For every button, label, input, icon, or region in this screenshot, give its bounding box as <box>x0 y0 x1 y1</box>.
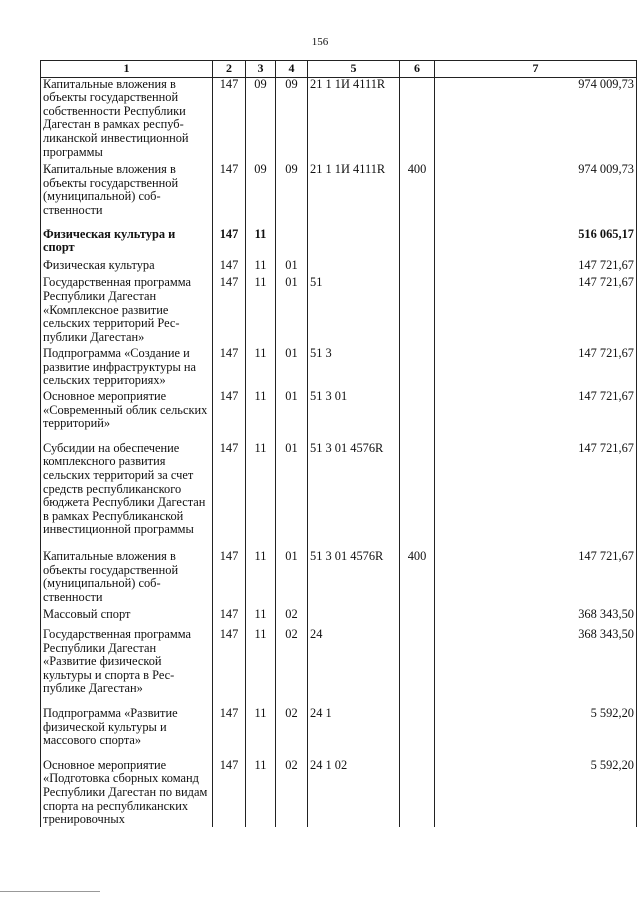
row-amount: 368 343,50 <box>435 608 637 624</box>
row-admin-code: 147 <box>213 750 246 827</box>
row-target-article: 51 3 <box>308 347 400 390</box>
row-subsection: 01 <box>276 347 308 390</box>
table-row <box>41 390 637 433</box>
row-expense-type <box>400 77 435 159</box>
col-header-6: 6 <box>400 61 435 78</box>
row-amount: 5 592,20 <box>435 699 637 750</box>
row-subsection <box>276 228 308 259</box>
table-row <box>41 228 637 259</box>
row-target-article <box>308 259 400 275</box>
table-row <box>41 699 637 750</box>
row-expense-type: 400 <box>400 159 435 227</box>
row-section: 11 <box>246 259 276 275</box>
table-header-row <box>41 61 637 78</box>
row-subsection: 01 <box>276 542 308 608</box>
col-header-4: 4 <box>276 61 308 78</box>
row-expense-type <box>400 699 435 750</box>
row-name: Основное мероприятие «Подготовка сборных команд Республики Дагестан по видам спорта на республиканских тренировочных <box>41 750 213 827</box>
row-target-article <box>308 608 400 624</box>
row-target-article <box>308 228 400 259</box>
row-section: 11 <box>246 347 276 390</box>
row-expense-type <box>400 390 435 433</box>
row-admin-code: 147 <box>213 699 246 750</box>
row-section: 11 <box>246 624 276 699</box>
row-name: Государственная программа Республики Дагестан «Комплексное развитие сельских территорий Республики Дагестан» <box>41 274 213 347</box>
table-row <box>41 433 637 542</box>
row-admin-code: 147 <box>213 228 246 259</box>
row-subsection: 01 <box>276 259 308 275</box>
row-name: Капитальные вложения в объекты государственной (муниципальной) собственности <box>41 542 213 608</box>
row-section: 09 <box>246 77 276 159</box>
budget-table <box>40 60 637 827</box>
row-name: Субсидии на обеспечение комплексного развития сельских территорий за счет средств республиканского бюджета Республики Дагестан в рамках Республиканской инвестиционной программы <box>41 433 213 542</box>
row-amount: 5 592,20 <box>435 750 637 827</box>
row-amount: 147 721,67 <box>435 433 637 542</box>
row-section: 11 <box>246 390 276 433</box>
table-row <box>41 542 637 608</box>
row-name: Физическая культура и спорт <box>41 228 213 259</box>
row-section: 11 <box>246 699 276 750</box>
row-target-article: 21 1 1И 4111R <box>308 159 400 227</box>
row-expense-type <box>400 228 435 259</box>
table-row <box>41 624 637 699</box>
table-row <box>41 259 637 275</box>
table-row <box>41 274 637 347</box>
row-subsection: 02 <box>276 624 308 699</box>
row-admin-code: 147 <box>213 542 246 608</box>
row-amount: 974 009,73 <box>435 159 637 227</box>
row-subsection: 09 <box>276 159 308 227</box>
row-section: 11 <box>246 542 276 608</box>
row-admin-code: 147 <box>213 274 246 347</box>
row-subsection: 09 <box>276 77 308 159</box>
row-amount: 147 721,67 <box>435 347 637 390</box>
row-expense-type <box>400 624 435 699</box>
row-target-article: 51 3 01 4576R <box>308 433 400 542</box>
row-section: 11 <box>246 608 276 624</box>
row-section: 11 <box>246 228 276 259</box>
row-target-article: 24 1 02 <box>308 750 400 827</box>
row-admin-code: 147 <box>213 624 246 699</box>
table-row <box>41 750 637 827</box>
col-header-7: 7 <box>435 61 637 78</box>
row-subsection: 01 <box>276 390 308 433</box>
row-expense-type <box>400 274 435 347</box>
row-expense-type <box>400 608 435 624</box>
row-expense-type <box>400 347 435 390</box>
row-admin-code: 147 <box>213 433 246 542</box>
row-amount: 974 009,73 <box>435 77 637 159</box>
row-subsection: 02 <box>276 699 308 750</box>
row-expense-type: 400 <box>400 542 435 608</box>
row-target-article: 51 <box>308 274 400 347</box>
row-amount: 147 721,67 <box>435 274 637 347</box>
row-expense-type <box>400 259 435 275</box>
bottom-rule <box>0 891 100 892</box>
col-header-2: 2 <box>213 61 246 78</box>
table-row <box>41 608 637 624</box>
row-amount: 147 721,67 <box>435 259 637 275</box>
row-name: Подпрограмма «Развитие физической культуры и массового спорта» <box>41 699 213 750</box>
row-expense-type <box>400 750 435 827</box>
row-admin-code: 147 <box>213 608 246 624</box>
row-amount: 516 065,17 <box>435 228 637 259</box>
col-header-5: 5 <box>308 61 400 78</box>
row-target-article: 51 3 01 <box>308 390 400 433</box>
col-header-3: 3 <box>246 61 276 78</box>
row-name: Физическая культура <box>41 259 213 275</box>
row-subsection: 02 <box>276 608 308 624</box>
row-name: Капитальные вложения в объекты государственной собственности Республики Дагестан в рамках республиканской инвестиционной программы <box>41 77 213 159</box>
table-row <box>41 77 637 159</box>
row-name: Государственная программа Республики Дагестан «Развитие физической культуры и спорта в Республике Дагестан» <box>41 624 213 699</box>
row-target-article: 51 3 01 4576R <box>308 542 400 608</box>
row-subsection: 01 <box>276 274 308 347</box>
row-amount: 368 343,50 <box>435 624 637 699</box>
row-name: Подпрограмма «Создание и развитие инфраструктуры на сельских территориях» <box>41 347 213 390</box>
row-admin-code: 147 <box>213 159 246 227</box>
row-target-article: 21 1 1И 4111R <box>308 77 400 159</box>
row-amount: 147 721,67 <box>435 542 637 608</box>
row-admin-code: 147 <box>213 390 246 433</box>
row-amount: 147 721,67 <box>435 390 637 433</box>
row-name: Основное мероприятие «Современный облик сельских территорий» <box>41 390 213 433</box>
row-subsection: 01 <box>276 433 308 542</box>
row-admin-code: 147 <box>213 259 246 275</box>
row-section: 11 <box>246 750 276 827</box>
page-number: 156 <box>311 36 329 48</box>
col-header-1: 1 <box>41 61 213 78</box>
row-name: Капитальные вложения в объекты государственной (муниципальной) собственности <box>41 159 213 227</box>
table-row <box>41 347 637 390</box>
row-admin-code: 147 <box>213 347 246 390</box>
row-subsection: 02 <box>276 750 308 827</box>
row-section: 11 <box>246 433 276 542</box>
table-row <box>41 159 637 227</box>
row-target-article: 24 1 <box>308 699 400 750</box>
row-target-article: 24 <box>308 624 400 699</box>
row-section: 11 <box>246 274 276 347</box>
row-expense-type <box>400 433 435 542</box>
row-admin-code: 147 <box>213 77 246 159</box>
row-section: 09 <box>246 159 276 227</box>
row-name: Массовый спорт <box>41 608 213 624</box>
